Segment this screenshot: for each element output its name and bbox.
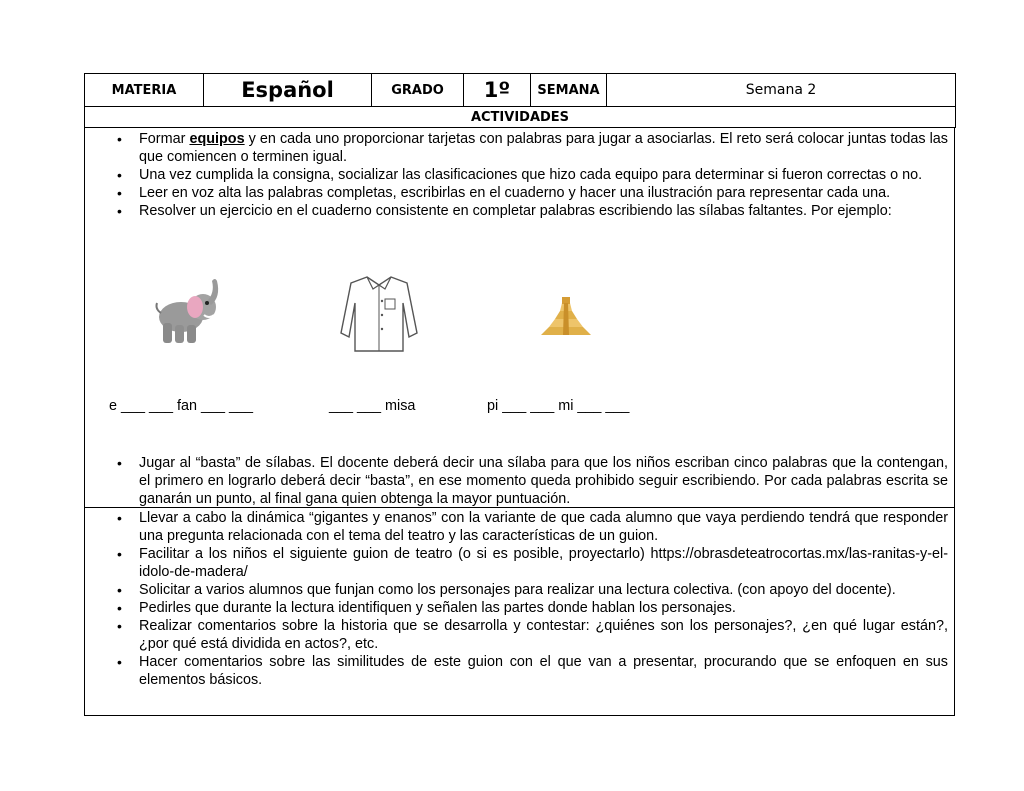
semana-value: Semana 2	[607, 74, 956, 107]
activity-sheet	[84, 73, 955, 716]
activities-block-1	[84, 128, 955, 508]
list-item: • Leer en voz alta las palabras completas, escribirlas en el cuaderno y hacer una ilustración para representar cada una.	[139, 184, 948, 202]
actividades-title: ACTIVIDADES	[85, 107, 956, 128]
activities-list-1	[85, 130, 954, 220]
list-item: • Formar equipos y en cada uno proporcionar tarjetas con palabras para jugar a asociarlas. El reto será colocar juntas todas las que comiencen o terminen igual.	[139, 130, 948, 166]
syllable-examples	[85, 263, 956, 363]
activities-block-2	[84, 508, 955, 716]
shirt-icon	[337, 273, 421, 353]
list-item: • Solicitar a varios alumnos que funjan como los personajes para realizar una lectura colectiva. (con apoyo del docente).	[139, 581, 948, 599]
header-table	[84, 73, 956, 128]
list-item: • Facilitar a los niños el siguiente guion de teatro (o si es posible, proyectarlo) https://obrasdeteatrocortas.mx/las-ranitas-y-el-idolo-de-madera/	[139, 545, 948, 581]
grado-label: GRADO	[372, 74, 464, 107]
list-item: • Llevar a cabo la dinámica “gigantes y enanos” con la variante de que cada alumno que vaya perdiendo tendrá que responder una pregunta relacionada con el tema del teatro y las características de un guion.	[139, 509, 948, 545]
example-word-elephant: e ___ ___ fan ___ ___	[109, 398, 254, 414]
activities-list-2	[85, 509, 954, 689]
list-item: • Jugar al “basta” de sílabas. El docente deberá decir una sílaba para que los niños escriban cinco palabras que la contengan, el primero en lograrlo deberá decir “basta”, en ese momento queda prohibido seguir escribiendo. Por cada palabras escrita se ganarán un punto, al final gana quien obtenga la mayor puntuación.	[139, 454, 948, 508]
pyramid-icon	[537, 293, 595, 337]
list-item: • Resolver un ejercicio en el cuaderno consistente en completar palabras escribiendo las sílabas faltantes. Por ejemplo:	[139, 202, 948, 220]
materia-label: MATERIA	[85, 74, 204, 107]
list-item: • Hacer comentarios sobre las similitudes de este guion con el que van a presentar, procurando que se enfoquen en sus elementos básicos.	[139, 653, 948, 689]
semana-label: SEMANA	[531, 74, 607, 107]
list-item: • Una vez cumplida la consigna, socializar las clasificaciones que hizo cada equipo para determinar si fueron correctas o no.	[139, 166, 948, 184]
elephant-icon	[151, 275, 225, 349]
example-word-shirt: ___ ___ misa	[329, 398, 416, 414]
list-item: • Pedirles que durante la lectura identifiquen y señalen las partes donde hablan los personajes.	[139, 599, 948, 617]
materia-value: Español	[204, 74, 372, 107]
equipos-emphasis: equipos	[189, 131, 245, 147]
activities-list-1b	[85, 454, 954, 508]
grado-value: 1º	[464, 74, 531, 107]
example-word-pyramid: pi ___ ___ mi ___ ___	[487, 398, 630, 414]
list-item: • Realizar comentarios sobre la historia que se desarrolla y contestar: ¿quiénes son los personajes?, ¿en qué lugar están?, ¿por qué está dividida en actos?, etc.	[139, 617, 948, 653]
